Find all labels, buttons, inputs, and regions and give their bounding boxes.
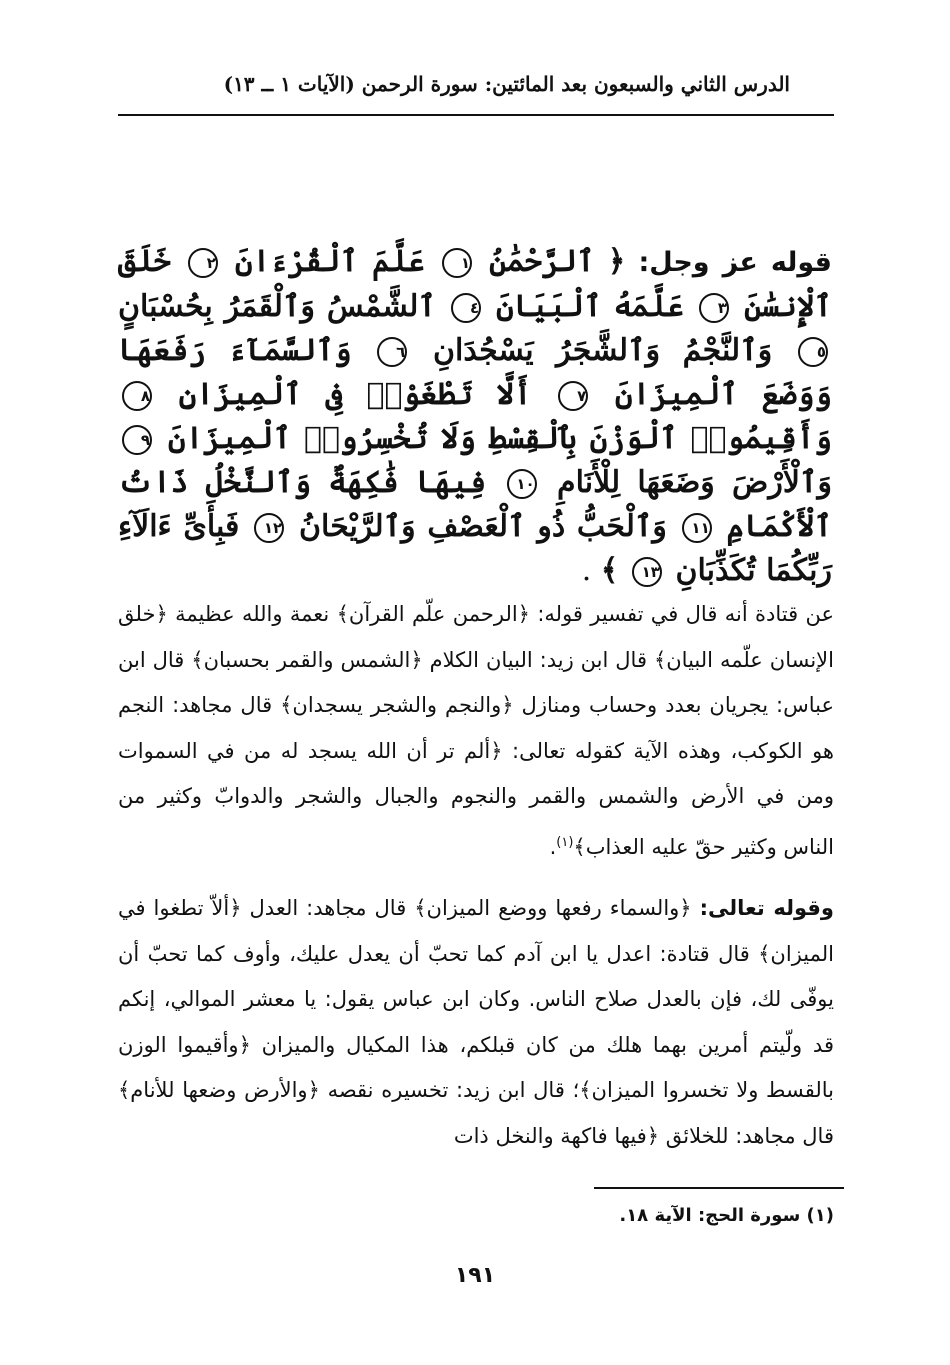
ayah-number-marker: ٦ <box>377 337 407 367</box>
verse-text: عَلَّمَهُ ٱلْبَيَانَ <box>496 289 684 324</box>
paragraph-2-text: ﴿والسماء رفعها ووضع الميزان﴾ قال مجاهد: العدل ﴿ألاّ تطغوا في الميزان﴾ قال قتادة: اعدل يا ابن آدم كما تحبّ أن يعدل عليك، وأوف كما تحبّ أن يوفّى لك، فإن بالعدل صلاح الناس. وكان ابن عباس يقول: يا معشر الموالي، إنكم قد ولّيتم أمرين بهما هلك من كان قبلكم، هذا المكيال والميزان ﴿وأقيموا الوزن بالقسط ولا تخسروا الميزان﴾؛ قال ابن زيد: تخسيره نقصه ﴿والأرض وضعها للأنام﴾ قال مجاهد: للخلائق ﴿فيها فاكهة والنخل ذات <box>118 896 834 1148</box>
verse-text: فَبِأَىِّ ءَالَآءِ رَبِّكُمَا تُكَذِّبَانِ <box>118 509 832 588</box>
footnote-rule <box>594 1187 844 1189</box>
page-number: ١٩١ <box>454 1263 496 1288</box>
close-brace: ﴾ <box>600 553 619 588</box>
ayah-number-marker: ١٣ <box>632 557 662 587</box>
verse-text: عَلَّمَ ٱلْقُرْءَانَ <box>235 244 425 279</box>
paragraph-1-text: عن قتادة أنه قال في تفسير قوله: ﴿الرحمن علّم القرآن﴾ نعمة والله عظيمة ﴿خلق الإنسان علّمه البيان﴾ قال ابن زيد: البيان الكلام ﴿الشمس والقمر بحسبان﴾ قال ابن عباس: يجريان بعدد وحساب ومنازل ﴿والنجم والشجر يسجدان﴾ قال مجاهد: النجم هو الكوكب، وهذه الآية كقوله تعالى: ﴿ألم تر أن الله يسجد له من في السموات ومن في الأرض والشمس والقمر والنجوم والجبال والشجر والدوابّ وكثير من الناس وكثير حقّ عليه العذاب﴾ <box>118 602 834 859</box>
ayah-number-marker: ١٢ <box>254 513 284 543</box>
verse-text: وَٱلْحَبُّ ذُو ٱلْعَصْفِ وَٱلرَّيْحَانُ <box>299 509 667 544</box>
verse-segments <box>118 244 832 588</box>
ayah-number-marker: ٩ <box>122 425 152 455</box>
verse-text: وَأَقِيمُوا۟ ٱلْوَزْنَ بِٱلْقِسْطِ وَلَا تُخْسِرُوا۟ ٱلْمِيزَانَ <box>168 421 832 456</box>
ayah-number-marker: ٨ <box>122 381 152 411</box>
footnote-reference: (١) <box>556 834 574 850</box>
verses-end-dot: . <box>581 553 592 588</box>
verse-text: وَٱلْأَرْضَ وَضَعَهَا لِلْأَنَامِ <box>557 465 832 500</box>
paragraph-1-end: . <box>549 834 557 859</box>
ayah-number-marker: ٤ <box>451 293 481 323</box>
verses-intro: قوله عز وجل: <box>638 247 832 278</box>
commentary-paragraph-2 <box>118 886 834 1159</box>
quran-verses-block <box>118 240 832 593</box>
ayah-number-marker: ٣ <box>699 293 729 323</box>
ayah-number-marker: ١٠ <box>507 469 537 499</box>
verse-text: خَلَقَ ٱلْإِنسَٰنَ <box>118 244 832 324</box>
ayah-number-marker: ٧ <box>558 381 588 411</box>
verse-text: ٱلرَّحْمَٰنُ <box>489 244 595 279</box>
header-rule <box>118 114 834 116</box>
ayah-number-marker: ٥ <box>798 337 828 367</box>
verse-text: وَٱلنَّجْمُ وَٱلشَّجَرُ يَسْجُدَانِ <box>432 333 773 368</box>
commentary-paragraph-1 <box>118 592 834 870</box>
running-header: الدرس الثاني والسبعون بعد المائتين: سورة الرحمن (الآيات ١ ــ ١٣) <box>223 72 790 96</box>
paragraph-2-lead: وقوله تعالى: <box>699 896 834 920</box>
open-brace: ﴿ <box>607 244 626 279</box>
ayah-number-marker: ١ <box>442 248 472 278</box>
verse-text: ٱلشَّمْسُ وَٱلْقَمَرُ بِحُسْبَانٍ <box>118 289 437 324</box>
verse-text: فِيهَا فَٰكِهَةٌ وَٱلنَّخْلُ ذَاتُ ٱلْأَكْمَامِ <box>118 465 833 544</box>
verse-text: وَٱلسَّمَآءَ رَفَعَهَا وَوَضَعَ ٱلْمِيزَانَ <box>118 333 832 412</box>
ayah-number-marker: ١١ <box>682 513 712 543</box>
verse-text: أَلَّا تَطْغَوْا۟ فِى ٱلْمِيزَانِ <box>178 377 532 412</box>
footnote: (١) سورة الحج: الآية ١٨. <box>619 1205 834 1226</box>
ayah-number-marker: ٢ <box>188 248 218 278</box>
